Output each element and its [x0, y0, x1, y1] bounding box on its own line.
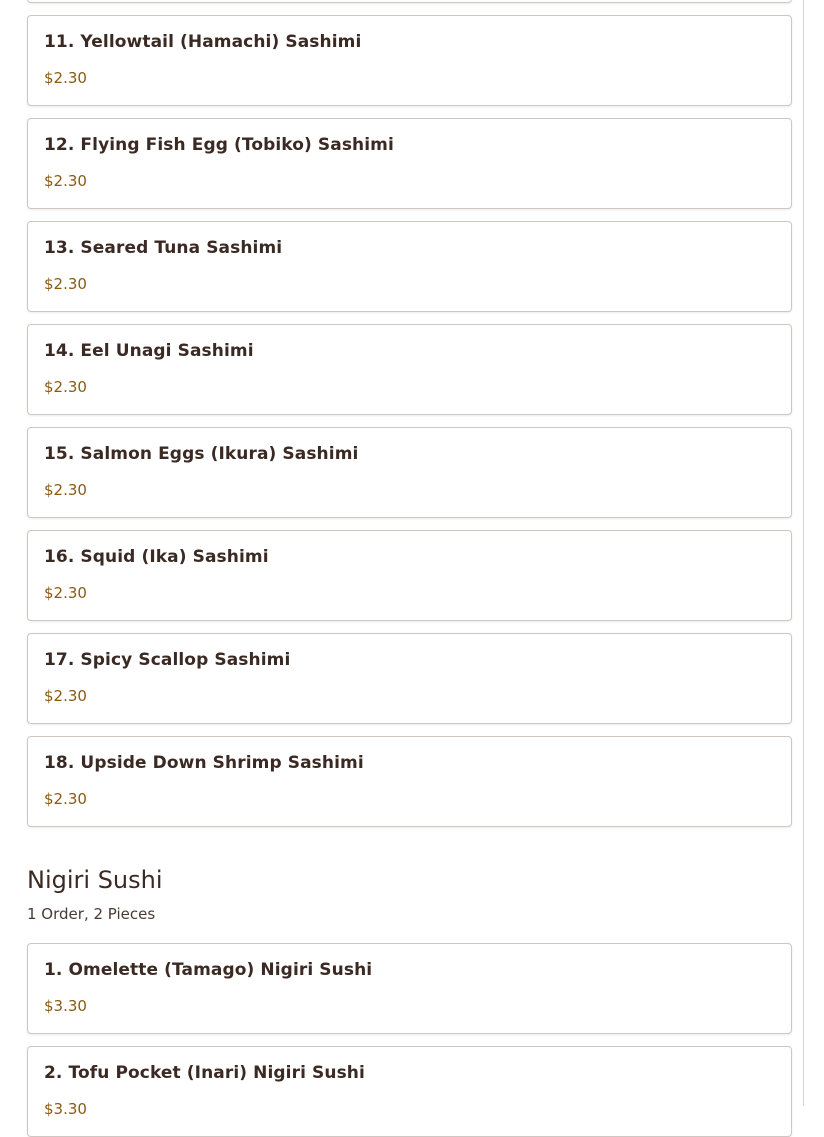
menu-item-name: 13. Seared Tuna Sashimi: [44, 238, 283, 258]
menu-item-card[interactable]: [27, 736, 792, 827]
menu-item-price: $3.30: [44, 997, 87, 1015]
menu-item-price: $2.30: [44, 172, 87, 190]
menu-item-name: 17. Spicy Scallop Sashimi: [44, 650, 291, 670]
section-subtitle: 1 Order, 2 Pieces: [27, 905, 156, 923]
menu-item-price: $2.30: [44, 481, 87, 499]
menu-item-card[interactable]: [27, 427, 792, 518]
menu-item-price: $2.30: [44, 584, 87, 602]
menu-item-card-partial[interactable]: [27, 0, 792, 3]
menu-item-card[interactable]: [27, 221, 792, 312]
menu-item-price: $3.30: [44, 1100, 87, 1118]
menu-item-name: 14. Eel Unagi Sashimi: [44, 341, 254, 361]
menu-item-price: $2.30: [44, 275, 87, 293]
menu-item-card[interactable]: [27, 530, 792, 621]
menu-item-card[interactable]: [27, 324, 792, 415]
section-title: Nigiri Sushi: [27, 866, 163, 894]
menu-item-name: 11. Yellowtail (Hamachi) Sashimi: [44, 32, 362, 52]
menu-item-price: $2.30: [44, 69, 87, 87]
menu-item-card[interactable]: [27, 118, 792, 209]
menu-item-name: 16. Squid (Ika) Sashimi: [44, 547, 269, 567]
menu-item-card[interactable]: [27, 1046, 792, 1137]
menu-item-name: 1. Omelette (Tamago) Nigiri Sushi: [44, 960, 373, 980]
menu-item-card[interactable]: [27, 943, 792, 1034]
menu-item-name: 12. Flying Fish Egg (Tobiko) Sashimi: [44, 135, 394, 155]
menu-item-name: 15. Salmon Eggs (Ikura) Sashimi: [44, 444, 359, 464]
menu-item-card[interactable]: [27, 633, 792, 724]
menu-item-card[interactable]: [27, 15, 792, 106]
menu-item-name: 18. Upside Down Shrimp Sashimi: [44, 753, 364, 773]
menu-item-price: $2.30: [44, 687, 87, 705]
menu-item-price: $2.30: [44, 378, 87, 396]
menu-item-price: $2.30: [44, 790, 87, 808]
menu-item-name: 2. Tofu Pocket (Inari) Nigiri Sushi: [44, 1063, 365, 1083]
scrollbar-track[interactable]: [803, 0, 804, 1106]
